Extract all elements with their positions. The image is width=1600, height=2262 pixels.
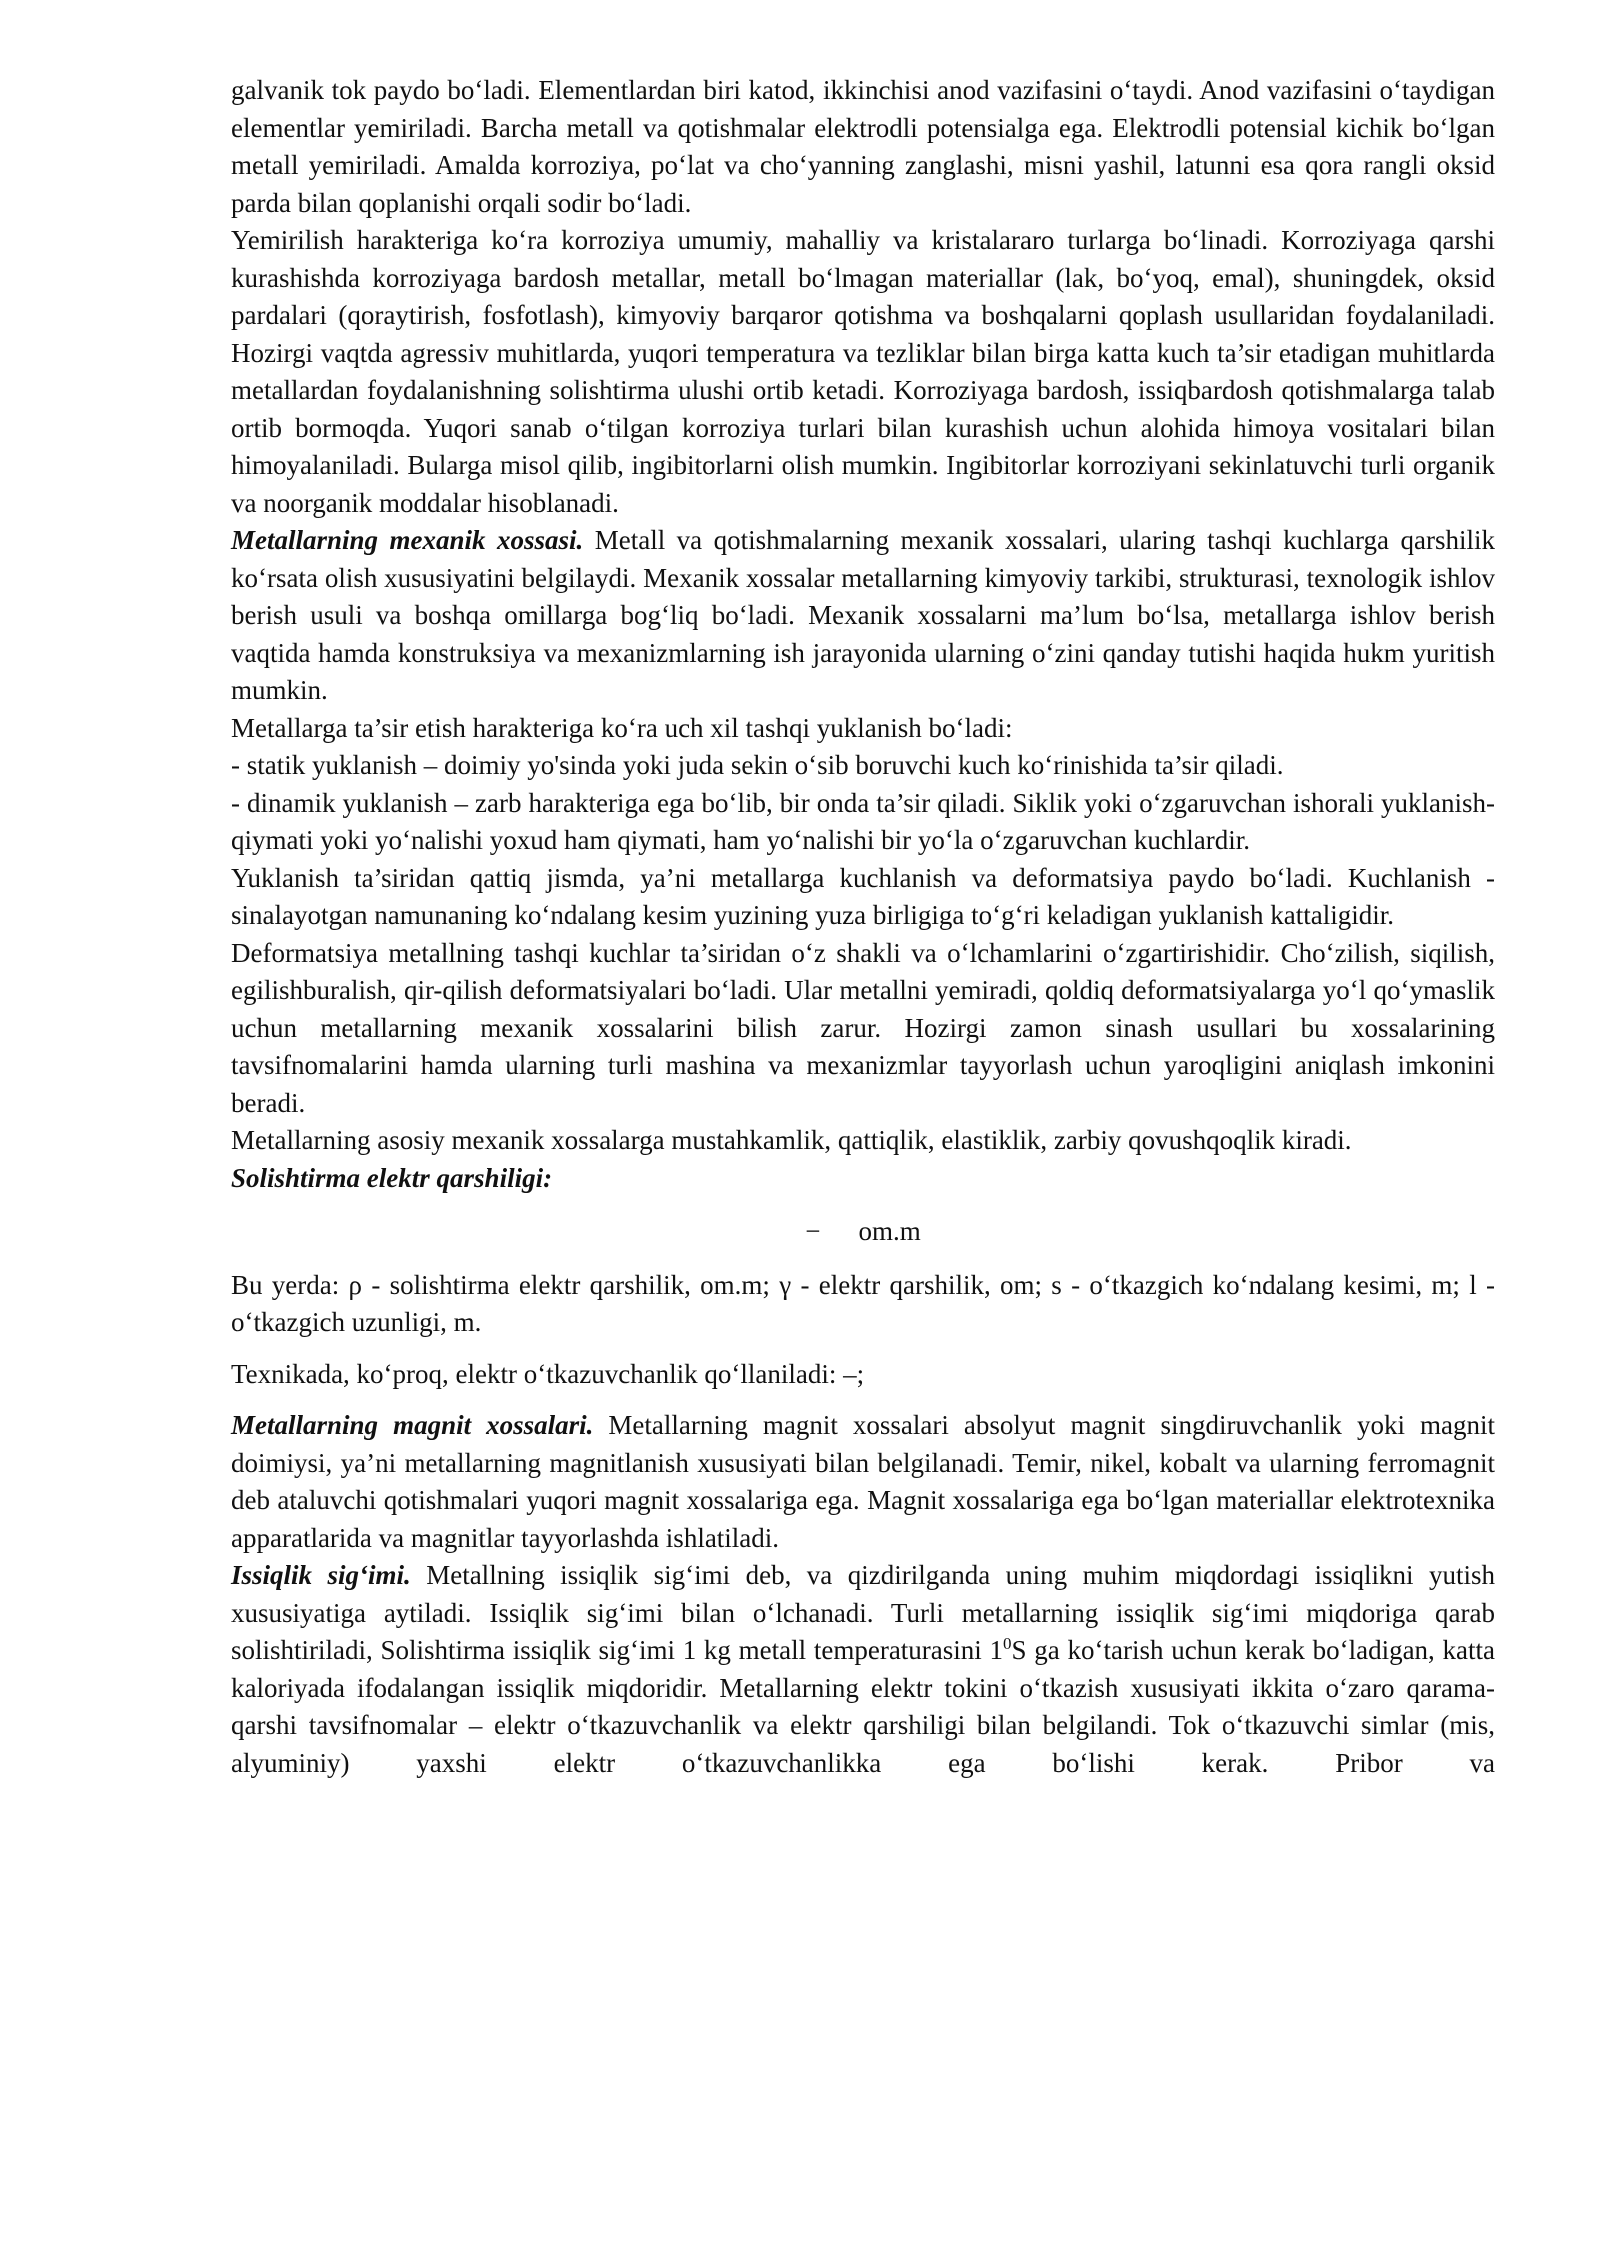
paragraph-deformation: Deformatsiya metallning tashqi kuchlar ta’siridan o‘z shakli va o‘lchamlarini o‘zgartirishidir. Cho‘zilish, siqilish, egilishburalish, qir-qilish deformatsiyalari bo‘ladi. Ular metallni yemiradi, qoldiq deformatsiyalarga yo‘l qo‘ymaslik uchun metallarning mexanik xossalarini bilish zarur. Hozirgi zamon sinash usullari bu xossalarining tavsifnomalarini hamda ularning turli mashina va mexanizmlar tayyorlash uchun yaroqligini aniqlash imkonini beradi. — [231, 937, 1495, 1118]
paragraph-load-types: Metallarga ta’sir etish harakteriga ko‘ra uch xil tashqi yuklanish bo‘ladi: — [231, 712, 1013, 743]
heading-mechanical-properties: Metallarning mexanik xossasi. — [231, 525, 584, 555]
paragraph-galvanic: galvanik tok paydo bo‘ladi. Elementlardan biri katod, ikkinchisi anod vazifasini o‘taydi. Anod vazifasini o‘taydigan elementlar yemiriladi. Barcha metall va qotishmalar elektrodli potensialga ega. Elektrodli potensial kichik bo‘lgan metall yemiriladi. Amalda korroziya, po‘lat va cho‘yanning zanglashi, misni yashil, latunni esa qora rangli oksid parda bilan qoplanishi orqali sodir bo‘ladi. — [231, 75, 1495, 218]
magnetic-text: Metallarning magnit xossalari absolyut magnit singdiruvchanlik yoki magnit doimiysi, ya’ni metallarning magnitlanish xususiyati bilan belgilanadi. Temir, nikel, kobalt va ularning ferromagnit deb ataluvchi qotishmalari yuqori magnit xossalariga ega. Magnit xossalariga ega bo‘lgan materiallar elektrotexnika apparatlarida va magnitlar tayyorlashda ishlatiladi. — [231, 1410, 1495, 1553]
paragraph-conductivity: Texnikada, ko‘proq, elektr o‘tkazuvchanlik qo‘llaniladi: ‒; — [231, 1358, 865, 1389]
formula-unit: om.m — [858, 1216, 921, 1246]
paragraph-static-load: - statik yuklanish – doimiy yo'sinda yoki juda sekin o‘sib boruvchi kuch ko‘rinishida ta’sir qiladi. — [231, 750, 1284, 780]
paragraph-main-properties: Metallarning asosiy mexanik xossalarga mustahkamlik, qattiqlik, elastiklik, zarbiy qovushqoqlik kiradi. — [231, 1125, 1352, 1155]
heat-capacity-text-b: S ga ko‘tarish uchun kerak bo‘ladigan, katta kaloriyada ifodalangan issiqlik miqdoridir. Metallarning elektr tokini o‘tkazish xususiyati ikkita o‘zaro qarama-qarshi tavsifnomalar – elektr o‘tkazuvchanlik va elektr qarshiligi bilan belgilandi. Tok o‘tkazuvchi simlar (mis, alyuminiy) yaxshi elektr o‘tkazuvchanlikka ega bo‘lishi kerak. Pribor va — [231, 1635, 1496, 1778]
paragraph-corrosion: Yemirilish harakteriga ko‘ra korroziya umumiy, mahalliy va kristalararo turlarga bo‘linadi. Korroziyaga qarshi kurashishda korroziyaga bardosh metallar, metall bo‘lmagan materiallar (lak, bo‘yoq, emal), shuningdek, oksid pardalari (qoraytirish, fosfotlash), kimyoviy barqaror qotishma va boshqalarni qoplash usullaridan foydalaniladi. Hozirgi vaqtda agressiv muhitlarda, yuqori temperatura va tezliklar bilan birga katta kuch ta’sir etadigan muhitlarda metallardan foydalanishning solishtirma ulushi ortib ketadi. Korroziyaga bardosh, issiqbardosh qotishmalarga talab ortib bormoqda. Yuqori sanab o‘tilgan korroziya turlari bilan kurashish uchun alohida himoya vositalari bilan himoyalaniladi. Bulargа misol qilib, ingibitorlarni olish mumkin. Ingibitorlar korroziyani sekinlatuvchi turli organik va noorganik moddalar hisoblanadi. — [231, 225, 1495, 518]
heading-resistivity: Solishtirma elektr qarshiligi: — [231, 1162, 553, 1193]
degree-superscript: 0 — [1003, 1634, 1012, 1653]
paragraph-dynamic-load: - dinamik yuklanish – zarb harakteriga ega bo‘lib, bir onda ta’sir qiladi. Siklik yoki o‘zgaruvchan ishorali yuklanish-qiymati yoki yo‘nalishi yoxud ham qiymati, ham yo‘nalishi bir yo‘la o‘zgaruvchan kuchlardir. — [231, 787, 1495, 855]
heading-magnetic-properties: Metallarning magnit xossalari. — [231, 1410, 594, 1440]
heat-capacity-text-a: Metallning issiqlik sig‘imi deb, va qizdirilganda uning muhim miqdordagi issiqlikni yutish xususiyatiga aytiladi. Issiqlik sig‘imi bilan o‘lchanadi. Turli metallarning issiqlik sig‘imi miqdoriga qarab solishtiriladi, Solishtirma issiqlik sig‘imi 1 kg metall temperaturasini 1 — [231, 1560, 1495, 1665]
formula-minus: − — [805, 1216, 821, 1246]
paragraph-symbols: Bu yerda: ρ - solishtirma elektr qarshilik, om.m; γ - elektr qarshilik, om; s - o‘tkazgich ko‘ndalang kesimi, m; l - o‘tkazgich uzunligi, m. — [231, 1269, 1495, 1337]
paragraph-resistivity-heading — [231, 1160, 1495, 1198]
paragraph-magnetic — [231, 1407, 1495, 1557]
paragraph-stress: Yuklanish ta’siridan qattiq jismda, ya’ni metallarga kuchlanish va deformatsiya paydo bo‘ladi. Kuchlanish - sinalayotgan namunaning ko‘ndalang kesim yuzining yuza birligiga to‘g‘ri keladigan yuklanish kattaligidir. — [231, 862, 1495, 930]
resistivity-formula — [231, 1213, 1495, 1251]
mechanical-text: Metall va qotishmalarning mexanik xossalari, ularing tashqi kuchlarga qarshilik ko‘rsata olish xususiyatini belgilaydi. Mexanik xossalar metallarning kimyoviy tarkibi, strukturasi, texnologik ishlov berish usuli va boshqa omillarga bog‘liq bo‘ladi. Mexanik xossalarni ma’lum bo‘lsa, metallarga ishlov berish vaqtida hamda konstruksiya va mexanizmlarning ish jarayonida ularning o‘zini qanday tutishi haqida hukm yuritish mumkin. — [231, 525, 1495, 705]
heading-heat-capacity: Issiqlik sig‘imi. — [231, 1560, 411, 1590]
document-page — [231, 72, 1495, 1782]
paragraph-heat-capacity — [231, 1557, 1495, 1782]
paragraph-mechanical — [231, 522, 1495, 710]
